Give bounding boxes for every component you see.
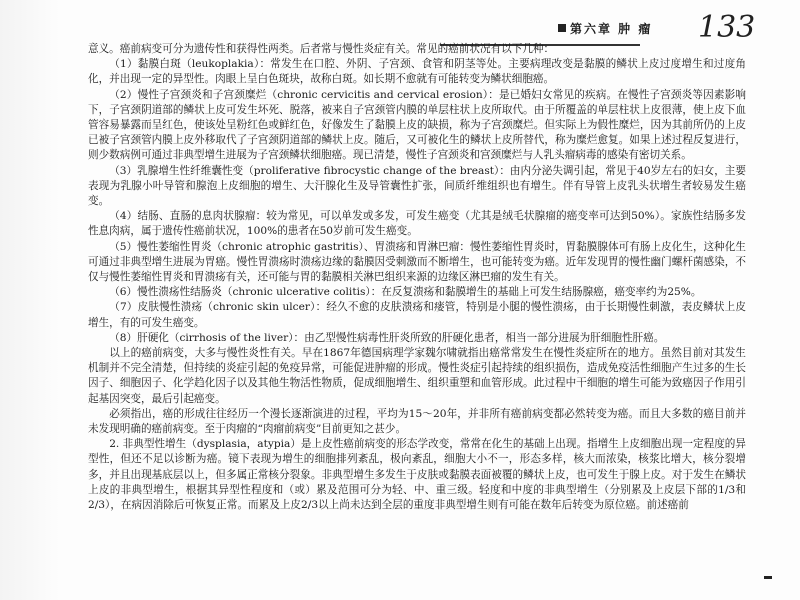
page-header <box>440 10 770 45</box>
paragraph: （6）慢性溃疡性结肠炎（chronic ulcerative colitis）：在反复溃疡和黏膜增生的基础上可发生结肠腺癌，癌变率约为25%。 <box>109 286 702 299</box>
paragraph: （4）结肠、直肠的息肉状腺瘤：较为常见，可以单发或多发，可发生癌变（尤其是绒毛状腺瘤的癌变率可达到50%）。家族性结肠多发性息肉病，属于遗传性癌前状况，100%的患者在50岁前可发生癌变。 <box>88 210 746 238</box>
page-edge-shadow <box>0 0 60 600</box>
chapter-marker-icon <box>558 24 566 32</box>
paragraph: 意义。癌前病变可分为遗传性和获得性两类。后者常与慢性炎症有关。常见的癌前状况有以下几种： <box>88 43 555 55</box>
body-text <box>88 42 746 513</box>
paragraph: （7）皮肤慢性溃疡（chronic skin ulcer）：经久不愈的皮肤溃疡和瘘管，特别是小腿的慢性溃疡，由于长期慢性刺激，表皮鳞状上皮增生，有的可发生癌变。 <box>88 301 746 329</box>
paragraph: 以上的癌前病变，大多与慢性炎性有关。早在1867年德国病理学家魏尔啸就指出癌常常发生在慢性炎症所在的地方。虽然目前对其发生机制并不完全清楚，但持续的炎症引起的免疫异常，可能促进肿瘤的形成。慢性炎症引起持续的组织损伤，造成免疫活性细胞产生过多的生长因子、细胞因子、化学趋化因子以及其他生物活性物质，促成细胞增生、组织重塑和血管形成。此过程中干细胞的增生可能为致癌因子作用引起基因突变，最后引起癌变。 <box>88 347 746 405</box>
paragraph: （2）慢性子宫颈炎和子宫颈糜烂（chronic cervicitis and cervical erosion）：是已婚妇女常见的疾病。在慢性子宫颈炎等因素影响下，子宫颈阴道部的鳞状上皮可发生坏死、脱落，被来自子宫颈管内膜的单层柱状上皮所取代。由于所覆盖的单层柱状上皮很薄，使上皮下血管容易暴露而呈红色，使该处呈粉红色或鲜红色，好像发生了黏膜上皮的缺损，称为子宫颈糜烂。但实际上为假性糜烂，因为其前所仍的上皮已被子宫颈管内膜上皮外移取代了子宫颈阴道部的鳞状上皮。随后，又可被化生的鳞状上皮所替代，称为糜烂愈复。如果上述过程反复进行，则少数病例可通过非典型增生进展为子宫颈鳞状细胞癌。现已清楚，慢性子宫颈炎和宫颈糜烂与人乳头瘤病毒的感染有密切关系。 <box>88 88 746 162</box>
paragraph: 必须指出，癌的形成往往经历一个漫长逐渐演进的过程，平均为15～20年，并非所有癌前病变都必然转变为癌。而且大多数的癌目前并未发现明确的癌前病变。至于肉瘤的“肉瘤前病变”目前更知之甚少。 <box>88 407 746 436</box>
paragraph: （1）黏膜白斑（leukoplakia）：常发生在口腔、外阴、子宫颈、食管和阴茎等处。主要病理改变是黏膜的鳞状上皮过度增生和过度角化，并出现一定的异型性。肉眼上呈白色斑块，故称白斑。如长期不愈就有可能转变为鳞状细胞癌。 <box>88 58 746 86</box>
paragraph: （8）肝硬化（cirrhosis of the liver）：由乙型慢性病毒性肝炎所致的肝硬化患者，相当一部分进展为肝细胞性肝癌。 <box>109 331 665 344</box>
paragraph: （3）乳腺增生性纤维囊性变（proliferative fibrocystic change of the breast）：由内分泌失调引起，常见于40岁左右的妇女，主要表现为乳腺小叶导管和腺泡上皮细胞的增生、大汗腺化生及导管囊性扩张，间质纤维组织也有增生。伴有导管上皮乳头状增生者较易发生癌变。 <box>88 164 746 208</box>
paragraph: 2. 非典型性增生（dysplasia，atypia）是上皮性癌前病变的形态学改变，常常在化生的基础上出现。指增生上皮细胞出现一定程度的异型性，但还不足以诊断为癌。镜下表现为增生的细胞排列紊乱，极向紊乱，细胞大小不一，形态多样，核大而浓染，核浆比增大，核分裂增多，并且出现基底层以上，但多属正常核分裂象。非典型增生多发生于皮肤或黏膜表面被覆的鳞状上皮，也可发生于腺上皮。对于发生在鳞状上皮的非典型增生，根据其异型性程度和（或）累及范围可分为轻、中、重三级。轻度和中度的非典型增生（分别累及上皮层下部的1/3和2/3），在病因消除后可恢复正常。而累及上皮2/3以上尚未达到全层的重度非典型增生则有可能在数年后转变为原位癌。前述癌前 <box>88 438 746 512</box>
margin-mark <box>764 576 772 579</box>
chapter-title: 第六章 肿 瘤 <box>570 22 653 36</box>
page-number: 133 <box>698 10 756 45</box>
paragraph: （5）慢性萎缩性胃炎（chronic atrophic gastritis）、胃溃疡和胃淋巴瘤：慢性萎缩性胃炎时，胃黏膜腺体可有肠上皮化生，这种化生可通过非典型增生进展为胃癌。慢性胃溃疡时溃疡边缘的黏膜因受刺激而不断增生，也可能转变为癌。近年发现胃的慢性幽门螺杆菌感染，不仅与慢性萎缩性胃炎和胃溃疡有关，还可能与胃的黏膜相关淋巴组织来源的边缘区淋巴瘤的发生有关。 <box>88 240 746 284</box>
